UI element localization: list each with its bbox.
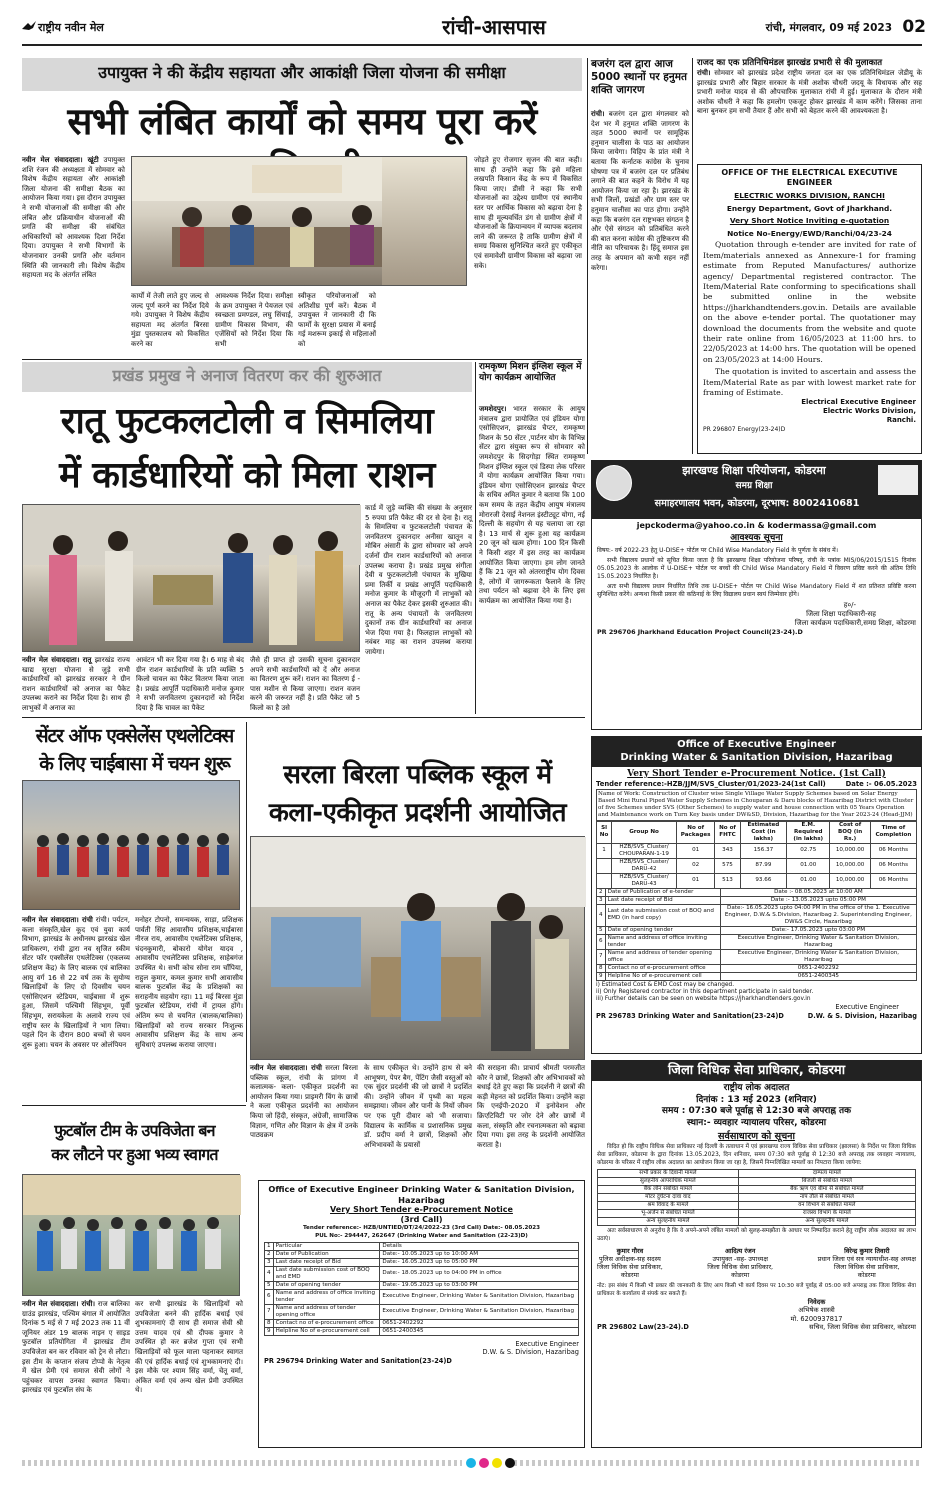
tender5-footnote: नोट: इस संबंध में किसी भी प्रकार की जानकारी के लिए आप किसी भी कार्य दिवस पर 10:30 बजे पूर्वाह्न से 05:00 बजे अपराह्न तक जिला विधिक सेवा प्राधिकार के कार्यालय से संपर्क कर सकते हैं। xyxy=(597,1283,916,1297)
tender5-list xyxy=(597,1169,916,1226)
tender3-row xyxy=(597,873,917,888)
tender2-address: समाहरणालय भवन, कोडरमा, दूरभाष: 8002410681 xyxy=(654,498,860,509)
tender3-detail-row xyxy=(597,926,917,934)
tender3-cell: 343 xyxy=(715,843,740,858)
tender2-sign2: जिला शिक्षा पदाधिकारी-सह xyxy=(806,609,876,618)
tender4-row xyxy=(265,1250,579,1258)
tender5-list-cell: मोटर दुर्घटना दावा वाद xyxy=(598,1194,739,1202)
tender5-list-cell: अन्य सुलहनीय मामले xyxy=(598,1218,739,1226)
story4-kicker-band xyxy=(22,362,472,392)
yellow-dot xyxy=(492,1458,502,1468)
tender3-cell: 1 xyxy=(597,843,612,858)
tender3-row xyxy=(597,843,917,858)
tender4-label: Last date submission cost of BOQ and EMD xyxy=(273,1266,380,1281)
story4-headline2: में कार्डधारियों को मिला राशन xyxy=(59,455,435,496)
tender4-value: 0651-2402292 xyxy=(380,1319,579,1327)
tender5-signatory xyxy=(818,1247,916,1279)
story1-col3: आवश्यक निर्देश दिया। समीक्षा के क्रम उपायुक्त ने पेयजल एवं स्वच्छता प्रमण्डल, लघु सिंचाई, ग्रामीण विकास विभाग, की एजेंसियों को निर्देश दिया कि सभी xyxy=(215,292,293,348)
tender5-list-cell: अन्य सुलहनीय मामले xyxy=(738,1218,915,1226)
tender2-sign3: जिला कार्यक्रम पदाधिकारी,समग्र शिक्षा, कोडरमा xyxy=(794,618,916,627)
tender3-detail-label: Name and address of tender opening office xyxy=(605,949,720,964)
tender3-detail-value: 0651-2402292 xyxy=(720,964,916,972)
tender4-label: Date of opening tender xyxy=(273,1281,380,1289)
story2-kicker: बजरंग दल द्वारा आज 5000 स्थानों पर हनुमत शक्ति जागरण xyxy=(591,58,687,96)
story5-body: जमशेदपुर। भारत सरकार के आयुष मंत्रालय द्वारा प्रायोजित एवं इंडियन योगा एसोसिएशन, झारखंड चैप्टर, रामकृष्ण मिशन के 50 सेंटर ,पार्टनर योग के विभिन्न सेंटर द्वारा संयुक्त रूप से सोमवार को जमशेदपुर के सिदगोड़ा स्थित रामकृष्ण मिशन इंग्लिश स्कूल एवं डिस्पा लेक परिसर में योगा कार्यक्रम आयोजित किया गया। इंडियन योगा एसोसिएशन झारखंड चैप्टर के सचिव अमित कुमार ने बताया कि 100 कम समय के तहत केंद्रीय आयुष मंत्रालय मोरारजी देसाई नेशनल इंस्टीट्यूट योगा, नई दिल्ली के सहयोग से यह चलाया जा रहा है। 13 मार्च से शुरू हुआ यह कार्यक्रम 20 जून को खत्म होगा। 100 दिन किसी ने किसी शहर में इस तरह का कार्यक्रम आयोजित किया जाएगा। हम लोग जानते हैं कि 21 जून को अंतरराष्ट्रीय योग दिवस है, लोगों में जागरूकता फैलाने के लिए तथा पर्यटन को बढ़ावा देने के लिए इस कार्यक्रम का आयोजित किया गया है। xyxy=(479,405,586,605)
tender5-legal-services xyxy=(591,1060,922,1448)
story2-byline: रांची। xyxy=(591,110,605,118)
tender5-signatory-line: पुलिस अधीक्षक-सह सदस्य xyxy=(598,1255,661,1264)
magenta-dot xyxy=(479,1458,489,1468)
dateline: रांची, मंगलवार, 09 मई 2023 xyxy=(765,22,892,34)
story7-photo xyxy=(250,836,585,1060)
tender5-signatory-line: कोडरमा xyxy=(857,1271,876,1280)
story4-col3: जैसे ही प्राप्त हो उसकी सूचना दुकानदार अपने सभी कार्डधारियों को दें और अनाज का वितरण शुरू करें। राशन का वितरण ई - पास मशीन से किया जाएगा। राशन वजन करने की जरूरत नहीं है। प्रति पैकेट जो 5 किलो का है उसे xyxy=(250,656,360,712)
tender4-label: Helpline No of e-procurement cell xyxy=(273,1327,380,1335)
tender4-no: 3 xyxy=(265,1258,274,1266)
tender3-cell: 10,000.00 xyxy=(830,843,870,858)
story7-col1: नवीन मेल संवाददाता। रांची सरला बिरला पब्लिक स्कूल, रांची के प्रांगण में कलात्मक- कला- एकीकृत प्रदर्शनी का आयोजन किया गया। प्राइमरी विंग के छात्रों ने कला एकीकृत प्रदर्शनी का आयोजन किया जो हिंदी, संस्कृत, अंग्रेजी, सामाजिक विज्ञान, गणित और विज्ञान के क्षेत्र में उनके पाठ्यक्रम xyxy=(250,1064,358,1140)
tender4-no: 7 xyxy=(265,1304,274,1319)
tender5-list-cell: श्रम विवाद के मामले xyxy=(598,1202,739,1210)
tender4-dws-hazaribag xyxy=(258,1180,585,1448)
tender4-no: 5 xyxy=(265,1281,274,1289)
story5-kicker: रामकृष्ण मिशन इंग्लिश स्कूल में योग कार्यक्रम आयोजित xyxy=(479,362,582,383)
tender5-sub3: समय : 07:30 बजे पूर्वाह्न से 12:30 बजे अपराह्न तक xyxy=(661,1106,852,1117)
tender5-signatory xyxy=(597,1247,663,1279)
tender3-cell: 513 xyxy=(715,873,740,888)
tender2-body3: अतः सभी विद्यालय प्रधान निर्धारित तिथि तक U-DISE+ पोर्टल पर Child Wise Mandatory Field में शत प्रतिशत प्रविष्टि करना सुनिश्चित करेंगे। अन्यथा किसी प्रकार की कठिनाई के लिए विद्यालय प्रधान स्वयं जिम्मेवार होंगे। xyxy=(597,582,916,598)
tender3-detail-value: 0651-2400345 xyxy=(720,972,916,980)
tender2-emblem-icon xyxy=(596,465,632,501)
tender5-list-cell: भू-अर्जन से संबंधित मामले xyxy=(598,1210,739,1218)
tender1-pr: PR 296807 Energy(23-24)D xyxy=(703,426,786,434)
tender5-sign-post: सचिव, जिला विधिक सेवा प्राधिकार, कोडरमा xyxy=(809,1323,916,1332)
tender3-detail-value: Date :- 08.05.2023 at 10:00 AM xyxy=(720,888,916,896)
tender5-signatory-line: विरेन्द्र कुमार तिवारी xyxy=(844,1247,890,1256)
tender3-detail-no: 6 xyxy=(597,934,606,949)
bird-logo-icon xyxy=(22,21,36,33)
tender4-ref: Tender reference:- HZB/UNTIED/DT/24/2022-23 (3rd Call) Date:- 08.05.2023 xyxy=(302,1225,541,1232)
tender3-header-cell: Cost of BOQ (in Rs.) xyxy=(830,821,870,843)
tender3-header-cell: Time of Completion xyxy=(870,821,916,843)
tender2-subtitle: समग्र शिक्षा xyxy=(735,481,773,491)
tender3-detail-value: Date:- 17.05.2023 upto 03:00 PM xyxy=(720,926,916,934)
story3-byline: रांची। xyxy=(697,69,711,77)
tender3-cell: HZB/SVS_Cluster/ DARU-42 xyxy=(612,858,677,873)
tender5-signatory-line: कोडरमा xyxy=(731,1271,750,1280)
tender3-dws-hazaribag xyxy=(591,736,922,1054)
tender1-electric-works xyxy=(697,164,922,454)
tender3-date: Date :- 06.05.2023 xyxy=(845,780,917,789)
story8-byline: नवीन मेल संवाददाता। रांची। xyxy=(22,1300,96,1308)
tender4-value: Date:- 16.05.2023 up to 05:00 PM xyxy=(380,1258,579,1266)
tender5-signatory-line: कोडरमा xyxy=(620,1271,639,1280)
tender1-division: ELECTRIC WORKS DIVISION, RANCHI xyxy=(734,191,885,201)
page-number: 02 xyxy=(902,17,926,37)
tender3-detail-value: Executive Engineer, Drinking Water & Sanitation Division, Hazaribag xyxy=(720,934,916,949)
tender5-signatory-line: उपायुक्त -सह- उपाध्यक्ष xyxy=(712,1255,768,1264)
tender3-header-cell: Sl No xyxy=(597,821,612,843)
tender3-note: i) Estimated Cost & EMD Cost may be changed. xyxy=(596,981,735,988)
tender3-cell xyxy=(597,873,612,888)
tender3-cell: 575 xyxy=(715,858,740,873)
tender5-list-cell: दाम्पत्य मामले xyxy=(738,1170,915,1178)
color-registration-bar xyxy=(22,1456,922,1470)
story7-headline2: कला-एकीकृत प्रदर्शनी आयोजित xyxy=(268,798,567,828)
tender3-cell: 93.66 xyxy=(740,873,787,888)
tender3-detail-label: Date of Publication of e-tender xyxy=(605,888,720,896)
story3-body: रांची। सोमवार को झारखंड प्रदेश राष्ट्रीय जनता दल का एक प्रतिनिधिमंडल जेडीयू के झारखंड प्रभारी और बिहार सरकार के मंत्री अशोक चौधरी जदयू के विधायक और सह प्रभारी मनोज यादव से की औपचारिक मुलाकात रांची में हुई। मुलाकात के दौरान मंत्री अशोक चौधरी ने कहा कि हमलोग एकजुट होकर झारखंड में काम करेंगे। जिसका ताना बाना बुनकर हम सभी तैयार हैं और सभी को बेहतर करने की आवश्यकता है। xyxy=(697,69,922,116)
tender3-cell: 01 xyxy=(676,873,714,888)
tender3-office: Office of Executive Engineer xyxy=(677,739,836,750)
tender5-list-cell: सुलहनीय आपराधिक मामले xyxy=(598,1178,739,1186)
tender3-detail-label: Last date receipt of Bid xyxy=(605,896,720,904)
story1-col5: जोड़ते हुए रोजगार सृजन की बात कही। साथ ही उन्होंने कहा कि इसे महिला लखपति किसान केंद्र के रूप में विकसित किया जाए। डीसी ने कहा कि सभी योजनाओं का उद्देश्य ग्रामीण एवं स्थानीय स्तर पर आर्थिक विकास को बढ़ावा देना है साथ ही मूल्यवर्धित डंग से ग्रामीण क्षेत्रों में योजनाओं के क्रियान्वयन में व्यापक बदलाव लाने की जरूरत है ताकि ग्रामीण क्षेत्रों में समग्र विकास सुनिश्चित करते हुए एकीकृत एवं समावेशी ग्रामीण विकास को बढ़ावा जा सके। xyxy=(474,156,582,270)
story4-byline: नवीन मेल संवाददाता। रातू xyxy=(22,656,92,664)
tender3-detail-value: Date:- 16.05.2023 upto 04:00 PM in the office of the 1. Executive Engineer, D.W.& S.Division, Hazaribag 2. Superintending Engineer, DW&S Circle, Hazaribag xyxy=(720,904,916,926)
tender3-cell: 87.99 xyxy=(740,858,787,873)
tender3-cell: 10,000.00 xyxy=(830,858,870,873)
tender1-body1: Quotation through e-tender are invited for rate of Item/materials annexed as Annexure-1 for framing estimate from Reputed Manufactures/ authorize agency/ Departmental registered contractor. The Item/Material Rate conforming to specifications shall be submitted online in the website https://jharkhandtenders.gov.in. Details are available on the above e-tender portal. The quotationer may download the documents from the website and quote their rate online from 16/05/2023 at 11:00 hrs. to 22/05/2023 at 14:00 hrs. The quotation will be opened on 23/05/2023 at 14:00 Hours. xyxy=(703,240,916,364)
tender4-label: Last date receipt of Bid xyxy=(273,1258,380,1266)
tender5-signatory-line: जिला विधिक सेवा प्राधिकार, xyxy=(597,1263,663,1272)
tender4-no: 8 xyxy=(265,1319,274,1327)
story8-photo xyxy=(22,1174,240,1296)
tender5-list-row xyxy=(598,1194,916,1202)
tender4-table xyxy=(264,1242,579,1336)
tender4-value: Date:- 19.05.2023 up to 03:00 PM xyxy=(380,1281,579,1289)
tender3-detail-label: Helpline No of e-procurement cell xyxy=(605,972,720,980)
tender2-header xyxy=(592,461,921,519)
cyan-dot xyxy=(466,1458,476,1468)
tender4-label: Particular xyxy=(273,1242,380,1250)
story6-col1: नवीन मेल संवाददाता। रांची रांची। पर्यटन, कला संस्कृति,खेल कूद एवं युवा कार्य विभाग, झारखंड के अधीनस्थ झारखंड खेल प्राधिकरण, रांची द्वारा नव सृजित स्कीम सेंटर फॉर एक्सीलेंस एथलेटिक्स (एकलव्य प्रशिक्षण केंद्र) के लिए बालक एवं बालिका आयु वर्ग 16 से 22 वर्ष तक के सुयोग्य खिलाड़ियों के लिए दो दिवसीय चयन एसोसिएशन स्टेडियम, चाईबासा में शुरू हुआ, जिसमें पश्चिमी सिंहभूम, पूर्वी सिंहभूम, सरायकेला के अलावे राज्य एवं राष्ट्रीय स्तर के खिलाड़ियों ने भाग लिया। पहले दिन के दौरान 800 बच्चों से चयन शुरू हुआ। चयन के अवसर पर ओलंपियन xyxy=(22,916,130,1049)
tender5-title: जिला विधिक सेवा प्राधिकार, कोडरमा xyxy=(667,1063,846,1078)
tender4-no: 6 xyxy=(265,1289,274,1304)
tender3-cell: 156.37 xyxy=(740,843,787,858)
story1-kicker-band xyxy=(22,58,582,91)
tender3-cell: 02 xyxy=(676,858,714,873)
tender2-notice: आवश्यक सूचना xyxy=(730,533,783,544)
tender3-detail-label: Name and address of office inviting tender xyxy=(605,934,720,949)
tender3-sign1: Executive Engineer xyxy=(835,1003,899,1012)
story6-photo xyxy=(22,780,240,910)
tender5-signatory-line: जिला विधिक सेवा प्राधिकार, xyxy=(707,1263,774,1272)
tender4-call: (3rd Call) xyxy=(400,1215,443,1225)
tender5-sign-title: निवेदक xyxy=(807,1297,826,1306)
story8-col1: नवीन मेल संवाददाता। रांची। राज बालिका ग्राउंड झारखंड, पश्चिम बंगाल में आयोजित दिनांक 5 मई से 7 मई 2023 तक 11 वीं जूनियर अंडर 19 बालक नाइन ए साइड फुटबॉल प्रतियोगिता में झारखंड टीम उपविजेता बन कर रविवार को ट्रेन से लौटा। इस टीम के कप्तान संजय टोप्पो के नेतृत्व में खेल प्रेमी एवं समाज सेवी लोगों ने पहुंचकर वापस उनका स्वागत किया। झारखंड एवं फुटबॉल संघ के xyxy=(22,1300,130,1395)
story3-kicker: राजद का एक प्रतिनिधिमंडल झारखंड प्रभारी से की मुलाकात xyxy=(697,58,883,68)
tender3-cell: 10,000.00 xyxy=(830,873,870,888)
story2-body: रांची। बजरंग दल द्वारा मंगलवार को देश भर में हनुमत शक्ति जागरण के तहत 5000 स्थानों पर सामूहिक हनुमान चालीसा के पाठ का आयोजन किया जायेगा। विहिप के प्रांत मंत्री ने बताया कि कर्नाटक कांग्रेस के चुनाव घोषणा पत्र में बजरंग दल पर प्रतिबंध लगाने की बात कहने के विरोध में यह आयोजन किया जा रहा है। झारखंड के सभी जिलों, प्रखंडों और ग्राम स्तर पर हनुमान चालीसा का पाठ होगा। उन्होंने कहा कि बजरंग दल राष्ट्रभक्त संगठन है और ऐसे संगठन को प्रतिबंधित करने की बात करना कांग्रेस की तुष्टिकरण की नीति का परिचायक है। हिंदू समाज इस तरह के अपमान को कभी सहन नहीं करेगा। xyxy=(591,110,689,272)
story3 xyxy=(697,58,922,158)
story7-byline: नवीन मेल संवाददाता। रांची xyxy=(250,1064,322,1072)
tender2-pr: PR 296706 Jharkhand Education Project Council(23-24).D xyxy=(597,627,803,636)
tender4-value: Date:- 18.05.2023 up to 04:00 PM in office xyxy=(380,1266,579,1281)
tender5-list-cell: सभी प्रकार के दिवानी मामले xyxy=(598,1170,739,1178)
tender3-header-cell: E.M. Required (in lakhs) xyxy=(787,821,830,843)
tender3-detail-row xyxy=(597,972,917,980)
tender4-row xyxy=(265,1242,579,1250)
tender5-sub1: राष्ट्रीय लोक अदालत xyxy=(723,1083,790,1093)
tender4-sign1: Executive Engineer xyxy=(515,1339,579,1348)
tender4-label: Date of Publication xyxy=(273,1250,380,1258)
tender5-signatory-line: प्रधान जिला एवं सत्र न्यायाधीश-सह अध्यक्ष xyxy=(817,1255,916,1264)
tender3-detail-no: 7 xyxy=(597,949,606,964)
tender3-detail-row xyxy=(597,896,917,904)
tender3-detail-no: 4 xyxy=(597,904,606,926)
story6-headline2: के लिए चाईबासा में चयन शुरू xyxy=(39,753,230,775)
section-title: रांची-आसपास xyxy=(442,15,546,39)
tender4-row xyxy=(265,1304,579,1319)
tender4-pul: PUL No:- 294447, 262647 (Drinking Water and Sanitation (22-23)D) xyxy=(315,1232,528,1239)
tender4-no: 9 xyxy=(265,1327,274,1335)
tender4-row xyxy=(265,1327,579,1335)
story1-byline: नवीन मेल संवाददाता। खूंटी xyxy=(22,156,99,164)
tender5-list-row xyxy=(598,1178,916,1186)
tender3-detail-row xyxy=(597,949,917,964)
story6-col2: मनोहर टोपनो, समन्वयक, साड़ा, प्रशिक्षक पार्वती सिंह आवासीय प्रशिक्षक,चाईबासा नीरज राय, आवासीय एथलेटिक्स प्रशिक्षक, चंदनकुमारी, बोकारो योगेश यादव , आवासीय एथलेटिक्स प्रशिक्षक, साहेबगंज उपस्थित थे। सभी कोच सोना राम चाँपिया, राहुल कुमार, कमल कुमार सभी आवासीय बालक फुटबॉल केंद्र के प्रशिक्षकों का सराहनीय सहयोग रहा। 11 मई बिरसा मुंडा फुटबॉल स्टेडियम, रांची में ट्रायल होंगे। अंतिम रूप से चयनित (बालक/बालिका) खिलाड़ियों को राज्य सरकार निःशुल्क आवासीय प्रशिक्षण केंद्र के साथ अन्य सुविधाएं उपलब्ध कराया जाएगा। xyxy=(135,916,243,1049)
tender5-signatory-line: जिला विधिक सेवा प्राधिकार, xyxy=(833,1263,900,1272)
tender3-cell: 01 xyxy=(676,843,714,858)
tender3-note: iii) Further details can be seen on website https://jharkhandtenders.gov.in xyxy=(596,996,811,1003)
tender2-body2: सभी विद्यालय प्रधानों को सूचित किया जाता है कि झारखण्ड शिक्षा परियोजना परिषद्, रांची के पत्रांक MIS/06/2015/1515 दिनांक 05.05.2023 के आलोक में U-DISE+ पोर्टल पर बच्चों की Child Wise Mandatory Field में विवरण प्रविष्ट करने की अंतिम तिथि 15.05.2023 निर्धारित है। xyxy=(597,556,916,580)
tender5-sub4: स्थान:- व्यवहार न्यायालय परिसर, कोडरमा xyxy=(686,1117,827,1128)
tender1-body2: The quotation is invited to ascertain and assess the Item/Material Rate as par with lowest market rate for framing of Estimate. xyxy=(703,367,916,398)
story1-col4: स्वीकृत परियोजनाओं को अतिशीघ्र पूर्ण करें। बैठक में उपायुक्त ने जानकारी दी कि फार्मों के सुरक्षा प्रयास में बनाई गई मशरूम इकाई से महिलाओं को xyxy=(298,292,376,348)
tender3-detail-no: 9 xyxy=(597,972,606,980)
tender3-note: ii) Only Registered contractor in this department participate in said tender. xyxy=(596,989,814,995)
tender3-detail-no: 3 xyxy=(597,896,606,904)
tender3-cell: 01.00 xyxy=(787,858,830,873)
tender1-title: Very Short Notice Inviting e-quotation xyxy=(729,216,890,226)
masthead-logo: राष्ट्रीय नवीन मेल xyxy=(38,21,104,34)
story1-photo2 xyxy=(382,156,467,286)
tender3-cell xyxy=(597,858,612,873)
story4-col4: कार्ड में जुड़े व्यक्ति की संख्या के अनुसार 5 रुपया प्रति पैकेट की दर से देना है। रातू के सिमलिया व फुटकलटोली पंचायत के जनवितरण दुकानदार अनीसा खातून व मोबिन अंसारी के द्वारा सोमवार को अपने दर्जनों ग्रीन राशन कार्डधारियों को अनाज उपलब्ध कराया है। प्रखंड प्रमुख संगीता देवी व फुटकलटोली पंचायत के मुखिया प्रमा तिर्की व प्रखंड आपूर्ति पदाधिकारी मनोज कुमार के मौजूदगी में लाभुकों को अनाज का पैकेट देकर इसकी शुरुआत की। रातू के अन्य पंचायतों के जनवितरण दुकानों तक ग्रीन कार्डधारियों का अनाज भेज दिया गया है। फिलहाल लाभुकों को नवंबर माह का राशन उपलब्ध कराया जायेगा। xyxy=(365,504,472,656)
tender3-detail-value: Date :- 13.05.2023 upto 05:00 PM xyxy=(720,896,916,904)
tender3-title: Very Short Tender e-Procurement Notice. (1st Call) xyxy=(627,768,886,779)
story1-col2: कार्यों में तेजी लाते हुए जल्द से जल्द पूर्ण करने का निर्देश दिये गये। उपायुक्त ने विशेष केंद्रीय सहायता मद अंतर्गत बिरसा मुंडा पुस्तकालय को विकसित करने का xyxy=(131,292,209,348)
tender2-education xyxy=(591,460,922,730)
tender5-list-row xyxy=(598,1170,916,1178)
tender5-list-row xyxy=(598,1210,916,1218)
tender3-detail-row xyxy=(597,964,917,972)
tender3-detail-label: Date of opening tender xyxy=(605,926,720,934)
tender3-header-cell: No of FHTC xyxy=(715,821,740,843)
tender3-sign2: D.W. & S. Division, Hazaribag xyxy=(807,1011,917,1020)
tender5-body: विदित हो कि राष्ट्रीय विधिक सेवा प्राधिकार नई दिल्ली के तत्वाधान में एवं झारखण्ड राज्य विधिक सेवा प्राधिकार (झालसा) के निर्देश पर जिला विधिक सेवा प्राधिकार, कोडरमा के द्वारा दिनांक 13.05.2023, दिन शनिवार, समय 07:30 बजे पूर्वाह्न से 12:30 बजे अपराह्न तक व्यवहार न्यायालय, कोडरमा के परिसर में राष्ट्रीय लोक अदालत का आयोजन किया जा रहा है, जिसमें निम्नलिखित मामलों का निपटारा किया जायेगा: xyxy=(597,1144,916,1166)
tender4-row xyxy=(265,1266,579,1281)
story6-headline1: सेंटर ऑफ एक्सेलेंस एथलेटिक्स xyxy=(35,725,234,747)
tender4-label: Name and address of tender opening office xyxy=(273,1304,380,1319)
tender1-office: OFFICE OF THE ELECTRICAL EXECUTIVE ENGINEER xyxy=(721,168,898,188)
tender1-dept: Energy Department, Govt of Jharkhand. xyxy=(726,203,893,213)
tender3-header-cell: No of Packages xyxy=(676,821,714,843)
tender3-header-cell: Group No xyxy=(612,821,677,843)
tender4-title: Very Short Tender e-Procurement Notice xyxy=(330,1205,513,1214)
tender5-notice: सर्वसाधारण को सूचना xyxy=(718,1131,795,1143)
tender3-detail-row xyxy=(597,888,917,896)
story8-headline1: फुटबॉल टीम के उपविजेता बन xyxy=(54,1121,215,1140)
story4-headline1: रातू फुटकलटोली व सिमलिया xyxy=(60,401,434,442)
tender5-list-cell: वन विभाग से संबंधित मामले xyxy=(738,1202,915,1210)
tender4-sign2: D.W. & S. Division, Hazaribag xyxy=(482,1348,579,1357)
tender4-row xyxy=(265,1319,579,1327)
tender4-row xyxy=(265,1289,579,1304)
tender3-cell: HZB/SVS_Cluster/ DARU-43 xyxy=(612,873,677,888)
tender5-sub2: दिनांक : 13 मई 2023 (शनिवार) xyxy=(696,1094,817,1105)
story7-headline1: सरला बिरला पब्लिक स्कूल में xyxy=(283,760,552,790)
tender4-label: Name and address of office inviting tender xyxy=(273,1289,380,1304)
tender5-list-row xyxy=(598,1202,916,1210)
tender5-list-cell: बैंक लोन संबंधित मामले xyxy=(598,1186,739,1194)
tender5-list-row xyxy=(598,1186,916,1194)
tender3-table xyxy=(596,821,917,889)
tender1-sign2: Electric Works Division, xyxy=(822,407,916,416)
tender3-cell: 02.75 xyxy=(787,843,830,858)
tender4-row xyxy=(265,1281,579,1289)
tender2-logo-icon xyxy=(878,465,918,495)
tender1-sign1: Electrical Executive Engineer xyxy=(801,398,916,407)
tender3-detail-label: Last date submission cost of BOQ and EMD (in hard copy) xyxy=(605,904,720,926)
masthead xyxy=(22,15,926,53)
story1-headline: सभी लंबित कार्यों को समय पूरा करें xyxy=(67,100,537,143)
tender5-sign-phone: मो. 6200937817 xyxy=(790,1314,843,1323)
tender4-value: Executive Engineer, Drinking Water & Sanitation Division, Hazaribag xyxy=(380,1289,579,1304)
tender3-cell: 06 Months xyxy=(870,858,916,873)
tender5-list-cell: बिजली से संबंधित मामले xyxy=(738,1178,915,1186)
tender3-row xyxy=(597,858,917,873)
tender3-pr: PR 296783 Drinking Water and Sanitation(23-24)D xyxy=(596,1011,784,1020)
tender4-value: Details xyxy=(380,1242,579,1250)
story4-col2: आवंटन भी कर दिया गया है। 6 माह से बंद ग्रीन राशन कार्डधारियों के प्रति व्यक्ति 5 किलो चावल का पैकेट वितरण किया जाता है। प्रखंड आपूर्ति पदाधिकारी मनोज कुमार ने सभी जनवितरण दुकानदारों को निर्देश दिया है कि चावल का पैकेट xyxy=(136,656,244,712)
tender4-value: Date:- 10.05.2023 up to 10:00 AM xyxy=(380,1250,579,1258)
tender5-names xyxy=(597,1247,916,1279)
tender4-no: 1 xyxy=(265,1242,274,1250)
tender3-cell: 01.00 xyxy=(787,873,830,888)
tender3-notes xyxy=(596,982,917,1004)
tender3-detail-no: 5 xyxy=(597,926,606,934)
story7-col3: की सराहना की। प्राचार्य श्रीमती परमजीत कौर ने छात्रों, शिक्षकों और अभिभावकों को बधाई देते हुए कहा कि प्रदर्शनी ने छात्रों की कड़ी मेहनत को प्रदर्शित किया। उन्होंने कहा कि एनईपी-2020 में इनोवेशन और क्रिएटिविटी पर जोर देने और छात्रों में कला, संस्कृति और रचनात्मकता को बढ़ावा दिया गया। इस तरह के प्रदर्शनी आयोजित कराता है। xyxy=(477,1064,585,1149)
tender4-no: 4 xyxy=(265,1266,274,1281)
tender5-list-cell: बैंक ऋण एवं बीमा से संबंधित मामले xyxy=(738,1186,915,1194)
tender4-office: Office of Executive Engineer Drinking Water & Sanitation Division, Hazaribag xyxy=(268,1184,575,1205)
tender3-detail-label: Contact no of e-procurement office xyxy=(605,964,720,972)
story1-col1: नवीन मेल संवाददाता। खूंटी उपायुक्त शशि रंजन की अध्यक्षता में सोमवार को विशेष केंद्रीय सहायता और आकांक्षी जिला योजना की समीक्षा बैठक का आयोजन किया गया। इस दौरान उपायुक्त ने सभी योजनाओं की समीक्षा की और लंबित और प्रक्रियाधीन योजनाओं की प्रगति की समीक्षा की संबंधित अधिकारियों को आवश्यक दिशा निर्देश दिया। उपायुक्त ने सभी विभागों के योजनावार उनकी प्रगति और वर्तमान स्थिति की जानकारी ली। विशेष केंद्रीय सहायता मद के अंतर्गत लंबित xyxy=(22,156,125,280)
black-dot xyxy=(505,1458,515,1468)
tender4-pr: PR 296794 Drinking Water and Sanitation(23-24)D xyxy=(264,1356,452,1365)
tender3-ref: Tender reference:-HZB/JJM/SVS_Cluster/01/2023-24(1st Call) xyxy=(596,780,826,789)
tender3-cell: 06 Months xyxy=(870,843,916,858)
tender3-cell: 06 Months xyxy=(870,873,916,888)
story7-col2: के साथ एकीकृत थे। उन्होंने हाथ से बने आभूषण, पेपर बैग, पेंटिंग जैसी वस्तुओं को एक सुंदर प्रदर्शनी की जो छात्रों ने प्रदर्शित की। उन्होंने जीवन में पृथ्वी का महत्व समझाया। जीवन और पानी के नियों जीवन पर एक पूरी दीवार को भी सजाया। विद्यालय के कार्मिक व प्रशासनिक प्रमुख डॉ. प्रदीप वर्मा ने छात्रों, शिक्षकों और अभिभावकों के प्रयासों xyxy=(364,1064,472,1149)
tender3-name-of-work: Name of Work: Construction of Cluster wise Single Village Water Supply Schemes based on Solar Energy Based Mini Rural Piped Water Supply Schemes in Chouparan & Daru blocks of Hazaribag District with Cluster of five Schemes under SVS (Other Schemes) to supply water and house connection with 05 Years Operation and Maintenance work on Turn Key basis under DW&SD, Division, Hazaribag for the Year 2023-24 (Head-JJM) xyxy=(596,789,917,821)
tender4-value: 0651-2400345 xyxy=(380,1327,579,1335)
tender3-header-cell: Estimated Cost (in lakhs) xyxy=(740,821,787,843)
tender2-title: झारखण्ड शिक्षा परियोजना, कोडरमा xyxy=(682,464,826,477)
tender3-detail-row xyxy=(597,904,917,926)
tender5-list-row xyxy=(598,1218,916,1226)
tender5-sign-name: अभिषेक शास्त्री xyxy=(798,1306,835,1315)
tender3-details xyxy=(596,888,917,981)
story4-photo xyxy=(22,504,360,652)
tender4-label: Contact no of e-procurement office xyxy=(273,1319,380,1327)
tender4-no: 2 xyxy=(265,1250,274,1258)
tender5-signatory xyxy=(707,1247,773,1279)
tender5-pr: PR 296802 Law(23-24).D xyxy=(597,1323,689,1332)
tender2-email: jepckoderma@yahoo.co.in & kodermassa@gmail.com xyxy=(636,521,877,530)
tender3-header xyxy=(592,737,921,767)
tender3-detail-value: Executive Engineer, Drinking Water & Sanitation Division, Hazaribag xyxy=(720,949,916,964)
story8-headline2: कर लौटने पर हुआ भव्य स्वागत xyxy=(51,1145,218,1164)
tender3-detail-no: 8 xyxy=(597,964,606,972)
tender5-list-cell: राजस्व विभाग के मामले xyxy=(738,1210,915,1218)
tender5-signatory-line: कुमार गौरव xyxy=(616,1247,644,1256)
tender4-value: Executive Engineer, Drinking Water & Sanitation Division, Hazaribag xyxy=(380,1304,579,1319)
tender1-notice-no: Notice No-Energy/EWD/Ranchi/04/23-24 xyxy=(727,228,892,238)
tender2-body1: विषय:- वर्ष 2022-23 हेतु U-DISE+ पोर्टल पर Child Wise Mandatory Field के पूर्णता के संबंध में। xyxy=(597,546,839,554)
tender3-detail-row xyxy=(597,934,917,949)
tender5-header xyxy=(592,1061,921,1081)
story1-kicker: उपायुक्त ने की केंद्रीय सहायता और आकांक्षी जिला योजना की समीक्षा xyxy=(98,63,506,82)
tender2-sign1: ह०/- xyxy=(843,600,856,609)
story5-byline: जमशेदपुर। xyxy=(479,405,507,413)
tender4-row xyxy=(265,1258,579,1266)
tender3-detail-no: 2 xyxy=(597,888,606,896)
story8-col2: कर सभी झारखंड के खिलाड़ियों को उपविजेता बनने की हार्दिक बधाई एवं शुभकामनाएं दी साथ ही समाज सेवी श्री उत्तम यादव एवं श्री दीपक कुमार ने उपस्थित हो कर ब्रजेश गुप्ता एवं सभी खिलाड़ियों को फूल माला पहनाकर स्वागत की एवं हार्दिक बधाई एवं शुभकामनाएं दी। इस मौके पर श्याम सिंह वर्मा, चेतू वर्मा, अंकित वर्मा एवं अन्य खेल प्रेमी उपस्थित थे। xyxy=(135,1300,243,1395)
story6-byline: नवीन मेल संवाददाता। रांची xyxy=(22,916,93,924)
tender5-list-cell: नाप तौल से संबंधित मामले xyxy=(738,1194,915,1202)
story4-kicker: प्रखंड प्रमुख ने अनाज वितरण कर की शुरुआत xyxy=(112,366,382,385)
tender5-body2: अतः सर्वसाधारण से अनुरोध है कि वे अपने-अपने लंबित मामलों को सुलह-समझौता के आधार पर निष्पादित कराने हेतु राष्ट्रीय लोक अदालत का लाभ उठाएं। xyxy=(597,1228,916,1242)
tender3-cell: HZB/SVS_Cluster/ CHOUPARAN-1-19 xyxy=(612,843,677,858)
tender3-division: Drinking Water & Sanitation Division, Hazaribag xyxy=(620,751,893,763)
story4-col1: नवीन मेल संवाददाता। रातू झारखंड राज्य खाद्य सुरक्षा योजना से जुड़े सभी कार्डधारियों को झारखंड सरकार ने ग्रीन राशन कार्डधारियों को अनाज का पैकेट उपलब्ध कराने का निर्देश दिया है। साथ ही लाभुकों में अनाज का xyxy=(22,656,130,712)
tender5-signatory-line: आदित्य रंजन xyxy=(725,1247,756,1256)
tender1-sign3: Ranchi. xyxy=(886,416,916,425)
